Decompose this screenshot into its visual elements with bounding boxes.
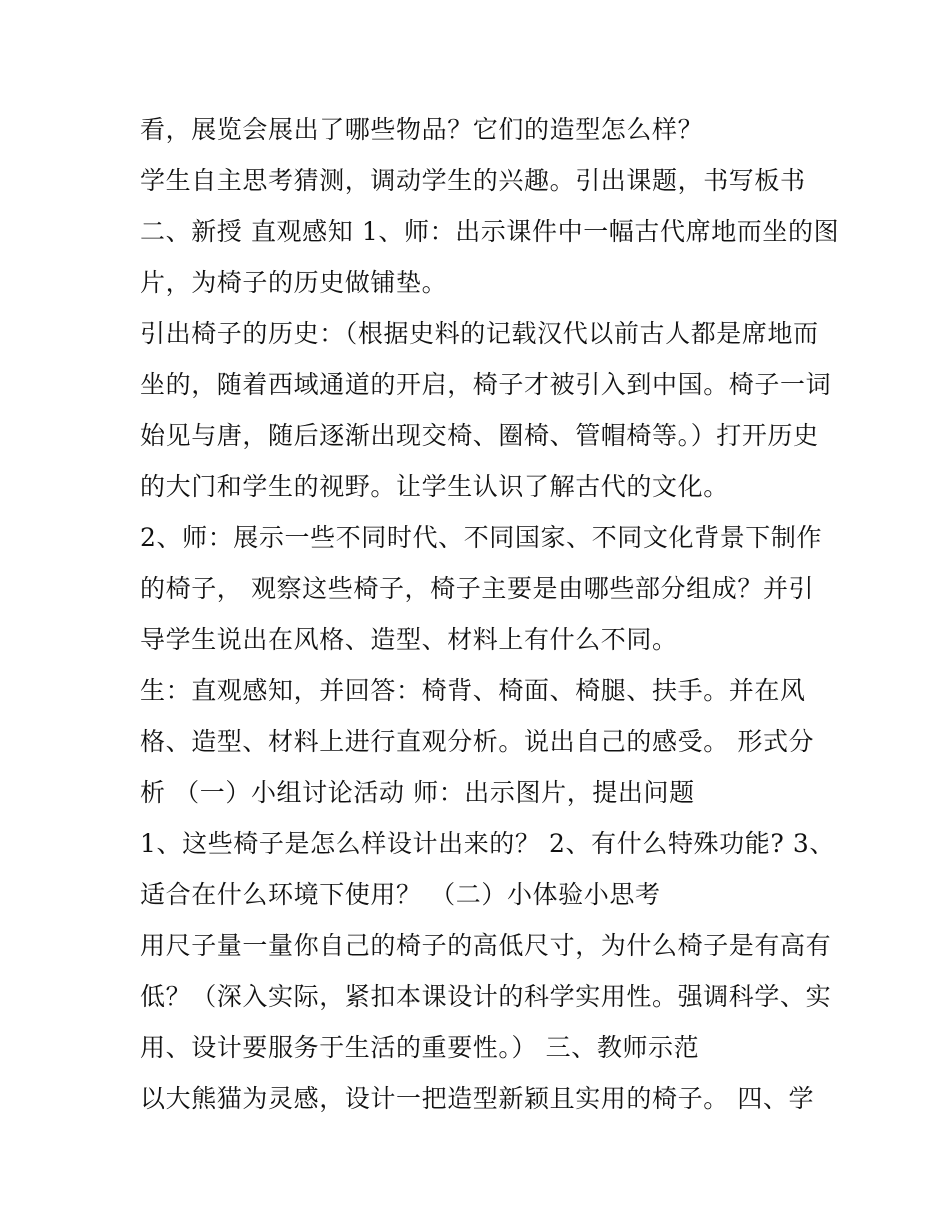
text-line-17: 用尺子量一量你自己的椅子的高低尺寸，为什么椅子是有高有 bbox=[140, 931, 832, 960]
text-line-7: 始见与唐，随后逐渐出现交椅、圈椅、管帽椅等。）打开历史 bbox=[140, 421, 819, 450]
text-line-12: 生：直观感知，并回答：椅背、椅面、椅腿、扶手。并在风 bbox=[140, 676, 806, 705]
text-line-6: 坐的，随着西域通道的开启，椅子才被引入到中国。椅子一词 bbox=[140, 370, 832, 399]
text-line-9: 2、师：展示一些不同时代、不同国家、不同文化背景下制作 bbox=[140, 523, 823, 552]
text-line-15: 1、这些椅子是怎么样设计出来的？ 2、有什么特殊功能? 3、 bbox=[140, 829, 836, 858]
text-line-10: 的椅子， 观察这些椅子，椅子主要是由哪些部分组成？并引 bbox=[140, 574, 815, 603]
text-line-20: 以大熊猫为灵感，设计一把造型新颖且实用的椅子。 四、学 bbox=[140, 1084, 815, 1113]
text-line-11: 导学生说出在风格、造型、材料上有什么不同。 bbox=[140, 625, 678, 654]
text-line-16: 适合在什么环境下使用？ （二）小体验小思考 bbox=[140, 880, 661, 909]
text-line-3: 二、新授 直观感知 1、师：出示课件中一幅古代席地而坐的图 bbox=[140, 217, 840, 246]
text-line-13: 格、造型、材料上进行直观分析。说出自己的感受。 形式分 bbox=[140, 727, 815, 756]
text-line-18: 低？（深入实际，紧扣本课设计的科学实用性。强调科学、实 bbox=[140, 982, 832, 1011]
text-line-8: 的大门和学生的视野。让学生认识了解古代的文化。 bbox=[140, 472, 729, 501]
text-line-4: 片，为椅子的历史做铺垫。 bbox=[140, 268, 448, 297]
text-line-2: 学生自主思考猜测，调动学生的兴趣。引出课题，书写板书 bbox=[140, 166, 806, 195]
text-line-14: 析 （一）小组讨论活动 师：出示图片，提出问题 bbox=[140, 778, 695, 807]
text-line-1: 看，展览会展出了哪些物品？它们的造型怎么样？ bbox=[140, 115, 704, 144]
text-line-5: 引出椅子的历史：（根据史料的记载汉代以前古人都是席地而 bbox=[140, 319, 819, 348]
text-line-19: 用、设计要服务于生活的重要性。） 三、教师示范 bbox=[140, 1033, 700, 1062]
